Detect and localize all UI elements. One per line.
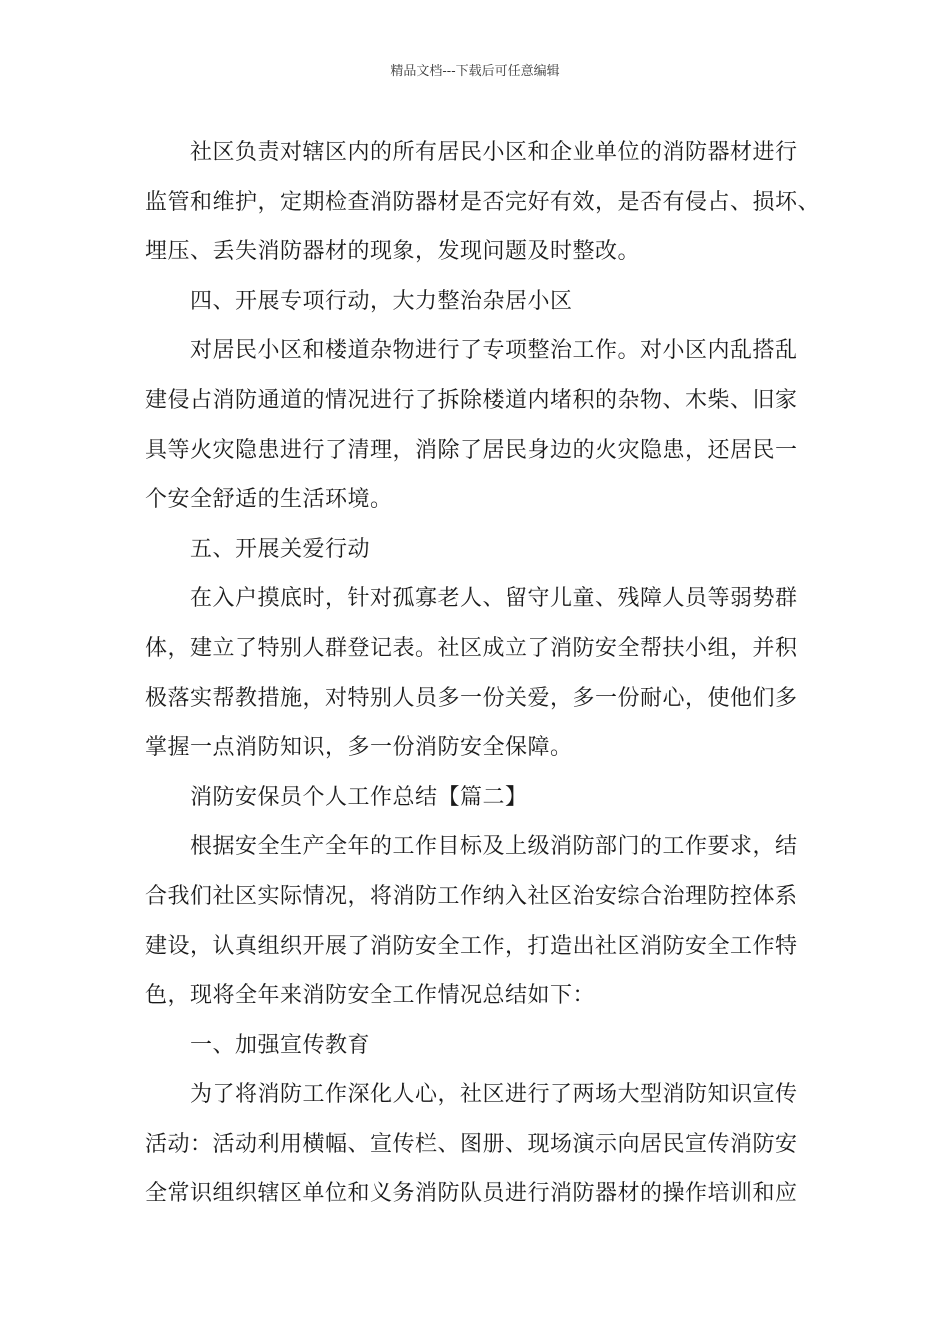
text-line: 个安全舒适的生活环境。 xyxy=(145,487,393,513)
text-line: 建侵占消防通道的情况进行了拆除楼道内堵积的杂物、木柴、旧家 xyxy=(145,387,798,413)
text-line: 根据安全生产全年的工作目标及上级消防部门的工作要求，结 xyxy=(190,834,798,860)
section-heading: 一、加强宣传教育 xyxy=(190,1032,371,1058)
text-line: 全常识组织辖区单位和义务消防队员进行消防器材的操作培训和应 xyxy=(145,1181,798,1207)
document-body xyxy=(145,128,820,1219)
page-header: 精品文档---下载后可任意编辑 xyxy=(390,64,560,79)
text-line: 埋压、丢失消防器材的现象，发现问题及时整改。 xyxy=(145,239,641,265)
section-heading: 五、开展关爱行动 xyxy=(190,536,371,562)
text-line: 社区负责对辖区内的所有居民小区和企业单位的消防器材进行 xyxy=(190,140,798,165)
text-line: 对居民小区和楼道杂物进行了专项整治工作。对小区内乱搭乱 xyxy=(190,338,798,364)
section-heading: 四、开展专项行动，大力整治杂居小区 xyxy=(190,288,573,314)
text-line: 建设，认真组织开展了消防安全工作，打造出社区消防安全工作特 xyxy=(145,933,798,959)
text-line: 色，现将全年来消防安全工作情况总结如下： xyxy=(145,983,596,1009)
text-line: 掌握一点消防知识，多一份消防安全保障。 xyxy=(145,735,573,761)
text-line: 为了将消防工作深化人心，社区进行了两场大型消防知识宣传 xyxy=(190,1082,798,1108)
text-line: 体，建立了特别人群登记表。社区成立了消防安全帮扶小组，并积 xyxy=(145,635,798,661)
text-line: 在入户摸底时，针对孤寡老人、留守儿童、残障人员等弱势群 xyxy=(190,586,798,612)
document-title: 消防安保员个人工作总结【篇二】 xyxy=(190,784,528,810)
text-line: 监管和维护，定期检查消防器材是否完好有效，是否有侵占、损坏、 xyxy=(145,189,821,215)
text-line: 具等火灾隐患进行了清理，消除了居民身边的火灾隐患，还居民一 xyxy=(145,437,798,463)
text-line: 极落实帮教措施，对特别人员多一份关爱，多一份耐心，使他们多 xyxy=(145,685,798,711)
text-line: 活动：活动利用横幅、宣传栏、图册、现场演示向居民宣传消防安 xyxy=(145,1131,798,1157)
text-line: 合我们社区实际情况，将消防工作纳入社区治安综合治理防控体系 xyxy=(145,883,798,909)
